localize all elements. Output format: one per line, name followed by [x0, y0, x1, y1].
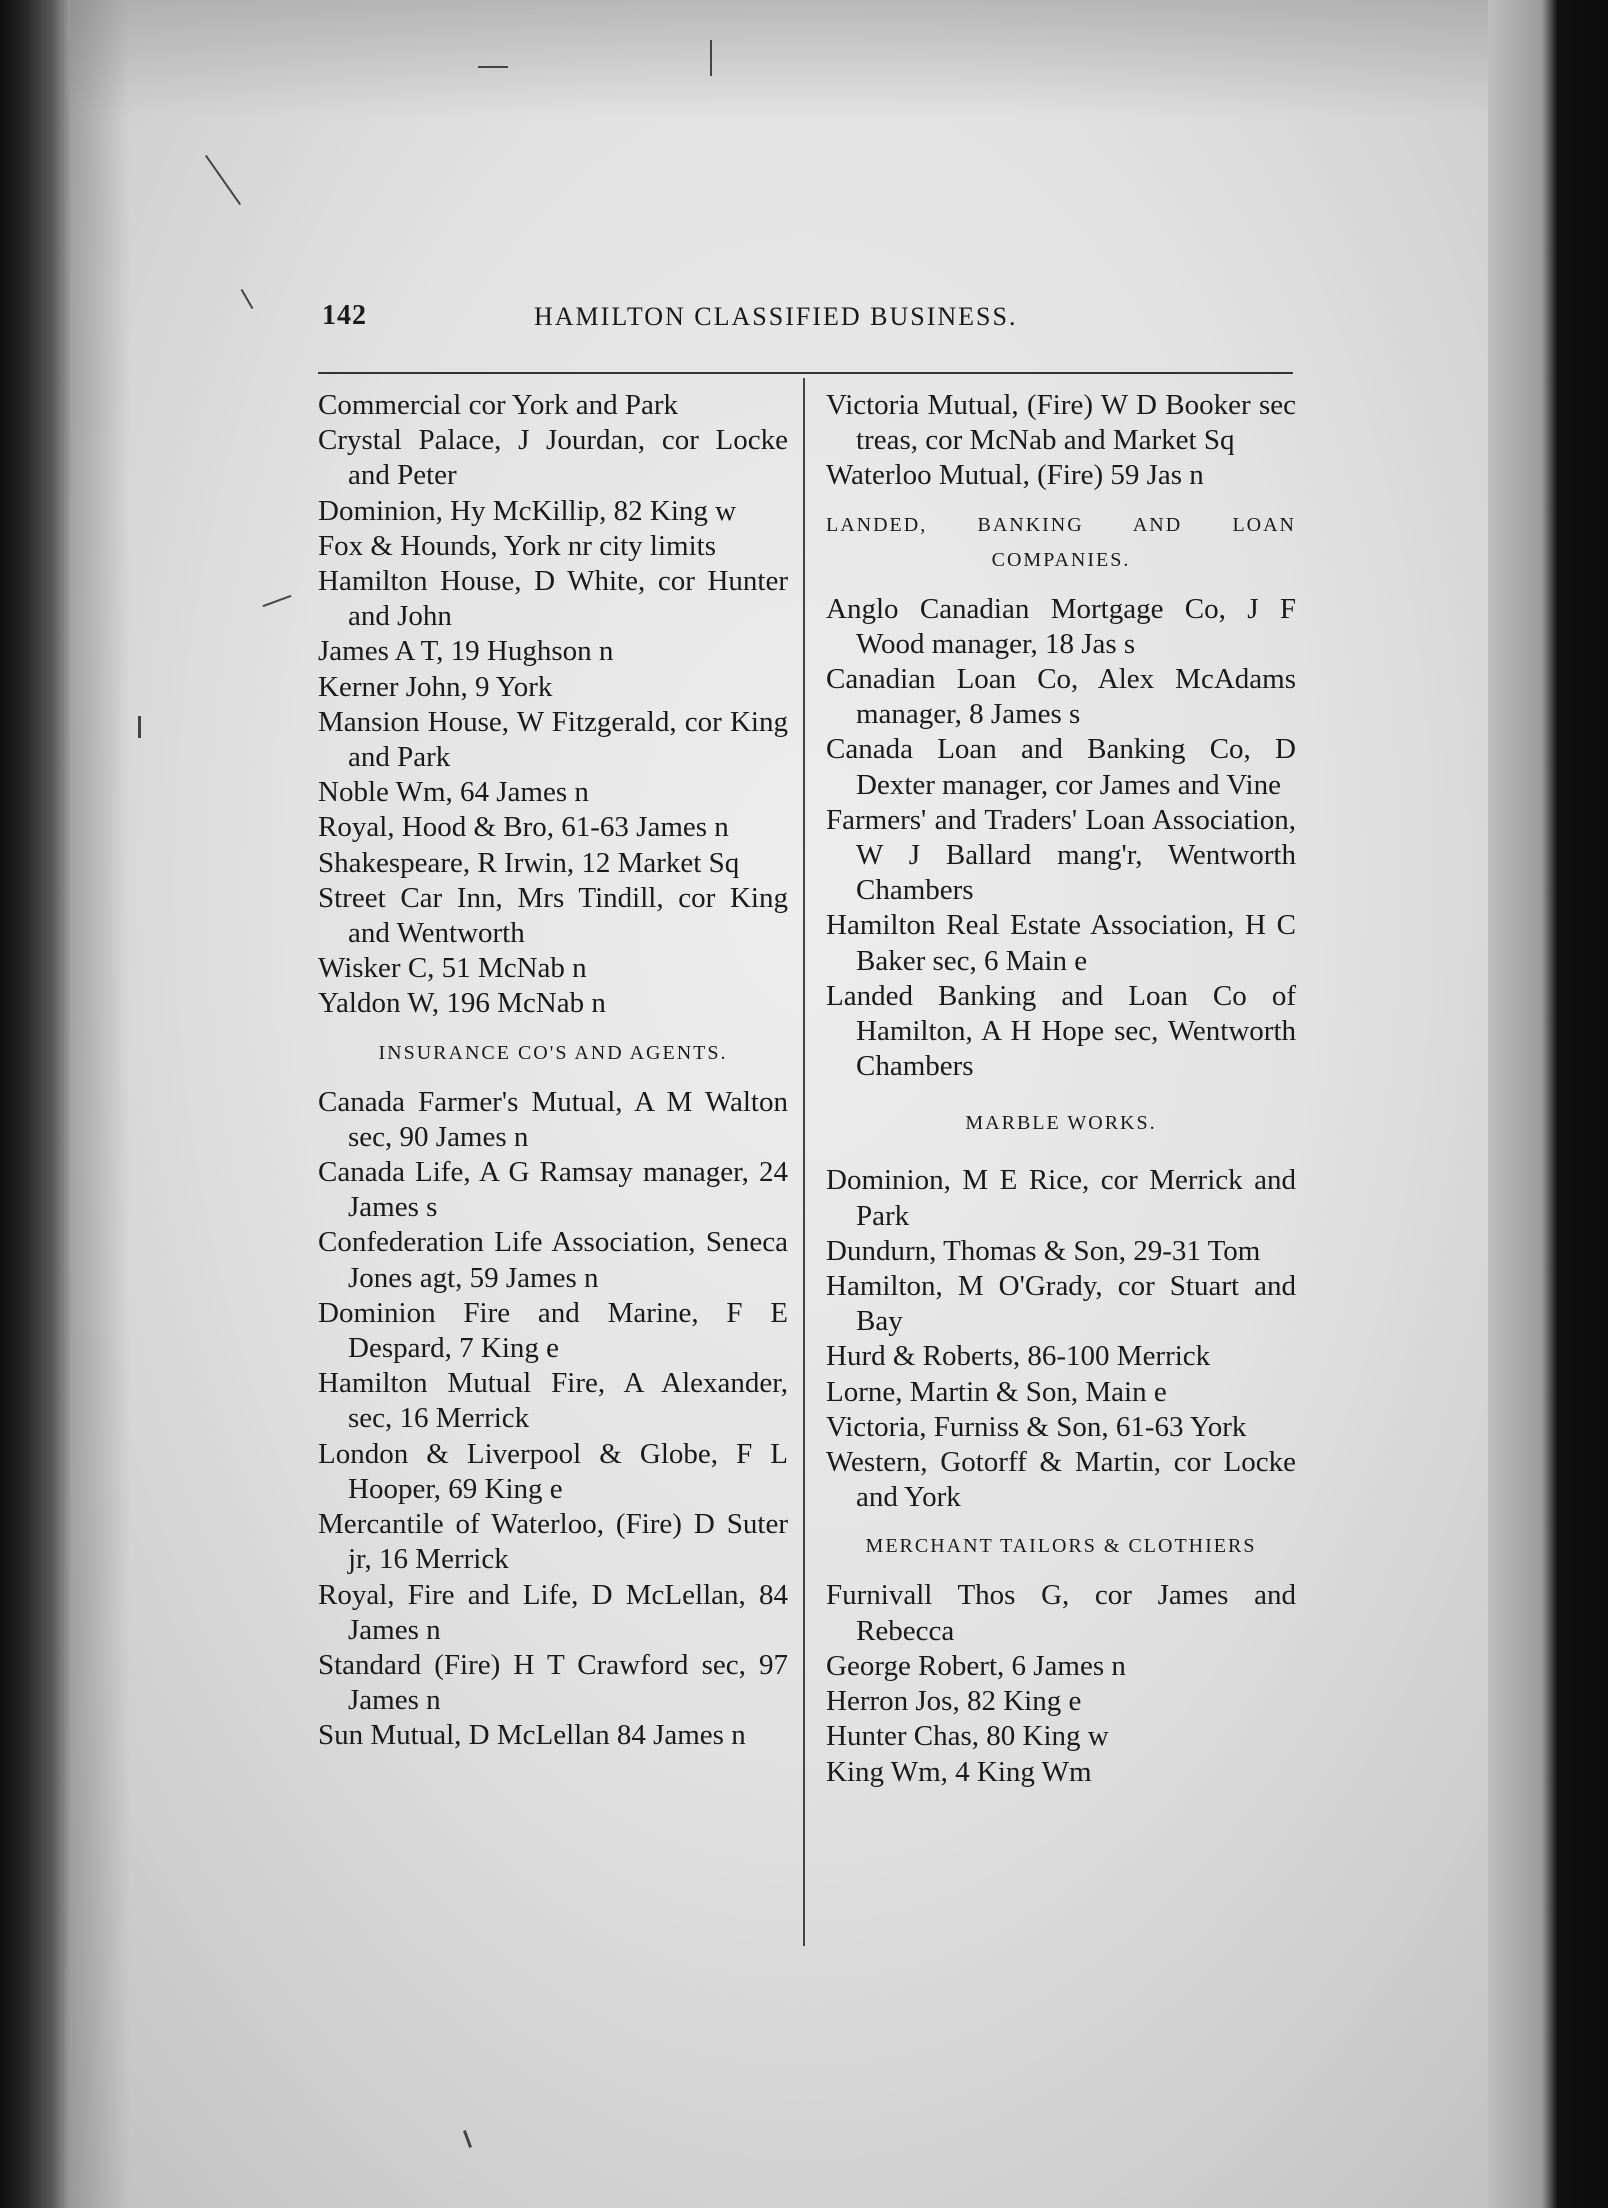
list-item: Dominion Fire and Marine, F E Despard, 7 King e [318, 1296, 788, 1365]
list-item: Royal, Fire and Life, D McLellan, 84 James n [318, 1578, 788, 1646]
list-item: Western, Gotorff & Martin, cor Locke and York [826, 1446, 1296, 1514]
section-heading-insurance: INSURANCE CO'S AND AGENTS. [378, 1041, 728, 1064]
list-item: Dundurn, Thomas & Son, 29-31 Tom [826, 1234, 1261, 1267]
list-item: Victoria Mutual, (Fire) W D Booker sec treas, cor McNab and Market Sq [826, 389, 1296, 457]
list-item: Yaldon W, 196 McNab n [318, 987, 606, 1020]
list-item: Hurd & Roberts, 86-100 Merrick [826, 1340, 1211, 1373]
spacer [318, 1071, 788, 1085]
list-item: King Wm, 4 King Wm [826, 1755, 1092, 1788]
spacer [318, 1022, 788, 1036]
list-item: Shakespeare, R Irwin, 12 Market Sq [318, 846, 740, 879]
list-item: Anglo Canadian Mortgage Co, J F Wood manager, 18 Jas s [826, 592, 1296, 660]
list-item: Wisker C, 51 McNab n [318, 952, 587, 985]
page-header [322, 300, 1092, 340]
spacer [826, 1564, 1296, 1578]
list-item: Dominion, Hy McKillip, 82 King w [318, 494, 737, 527]
column-divider [803, 378, 805, 1946]
list-item: Mansion House, W Fitzgerald, cor King and Park [318, 705, 788, 774]
spacer [826, 1515, 1296, 1529]
list-item: Noble Wm, 64 James n [318, 776, 589, 809]
list-item: Crystal Palace, J Jourdan, cor Locke and Peter [318, 424, 788, 492]
section-heading-marble: MARBLE WORKS. [965, 1112, 1157, 1135]
page-number: 142 [322, 300, 367, 331]
list-item: Canada Farmer's Mutual, A M Walton sec, 90 James n [318, 1085, 788, 1153]
list-item: Kerner John, 9 York [318, 670, 553, 703]
list-item: George Robert, 6 James n [826, 1649, 1126, 1682]
list-item: Hamilton House, D White, cor Hunter and John [318, 565, 788, 633]
section-heading-landed: LANDED, BANKING AND LOAN COMPANIES. [826, 513, 1296, 571]
list-item: Sun Mutual, D McLellan 84 James n [318, 1719, 746, 1752]
list-item: Confederation Life Association, Seneca Jones agt, 59 James n [318, 1226, 788, 1294]
list-item: Commercial cor York and Park [318, 389, 679, 421]
list-item: Mercantile of Waterloo, (Fire) D Suter jr, 16 Merrick [318, 1508, 788, 1576]
list-item: Hamilton Mutual Fire, A Alexander, sec, 16 Merrick [318, 1367, 788, 1435]
list-item: Lorne, Martin & Son, Main e [826, 1375, 1167, 1408]
header-rule [318, 372, 1293, 374]
list-item: Hamilton, M O'Grady, cor Stuart and Bay [826, 1270, 1296, 1338]
list-item: Canada Life, A G Ramsay manager, 24 James s [318, 1156, 788, 1224]
list-item: Standard (Fire) H T Crawford sec, 97 James n [318, 1648, 788, 1717]
spacer [826, 1084, 1296, 1106]
spacer [826, 494, 1296, 508]
list-item: Furnivall Thos G, cor James and Rebecca [826, 1579, 1296, 1647]
right-column [826, 388, 1296, 1790]
list-item: London & Liverpool & Globe, F L Hooper, 69 King e [318, 1437, 788, 1505]
list-item: Canada Loan and Banking Co, D Dexter manager, cor James and Vine [826, 733, 1296, 801]
list-item: Herron Jos, 82 King e [826, 1685, 1082, 1718]
list-item: Landed Banking and Loan Co of Hamilton, A H Hope sec, Wentworth Chambers [826, 979, 1296, 1083]
list-item: James A T, 19 Hughson n [318, 635, 614, 668]
list-item: Royal, Hood & Bro, 61-63 James n [318, 811, 729, 844]
list-item: Street Car Inn, Mrs Tindill, cor King and Wentworth [318, 881, 788, 950]
running-head: HAMILTON CLASSIFIED BUSINESS. [534, 302, 1018, 331]
spacer [826, 1141, 1296, 1163]
list-item: Victoria, Furniss & Son, 61-63 York [826, 1410, 1247, 1443]
left-column [318, 388, 788, 1754]
spacer [826, 578, 1296, 592]
section-heading-tailors: MERCHANT TAILORS & CLOTHIERS [865, 1535, 1257, 1558]
list-item: Hamilton Real Estate Association, H C Baker sec, 6 Main e [826, 909, 1296, 977]
list-item: Canadian Loan Co, Alex McAdams manager, 8 James s [826, 663, 1296, 731]
list-item: Dominion, M E Rice, cor Merrick and Park [826, 1164, 1296, 1232]
list-item: Fox & Hounds, York nr city limits [318, 529, 716, 562]
list-item: Waterloo Mutual, (Fire) 59 Jas n [826, 459, 1204, 492]
list-item: Farmers' and Traders' Loan Association, W J Ballard mang'r, Wentworth Chambers [826, 803, 1296, 907]
list-item: Hunter Chas, 80 King w [826, 1720, 1109, 1753]
